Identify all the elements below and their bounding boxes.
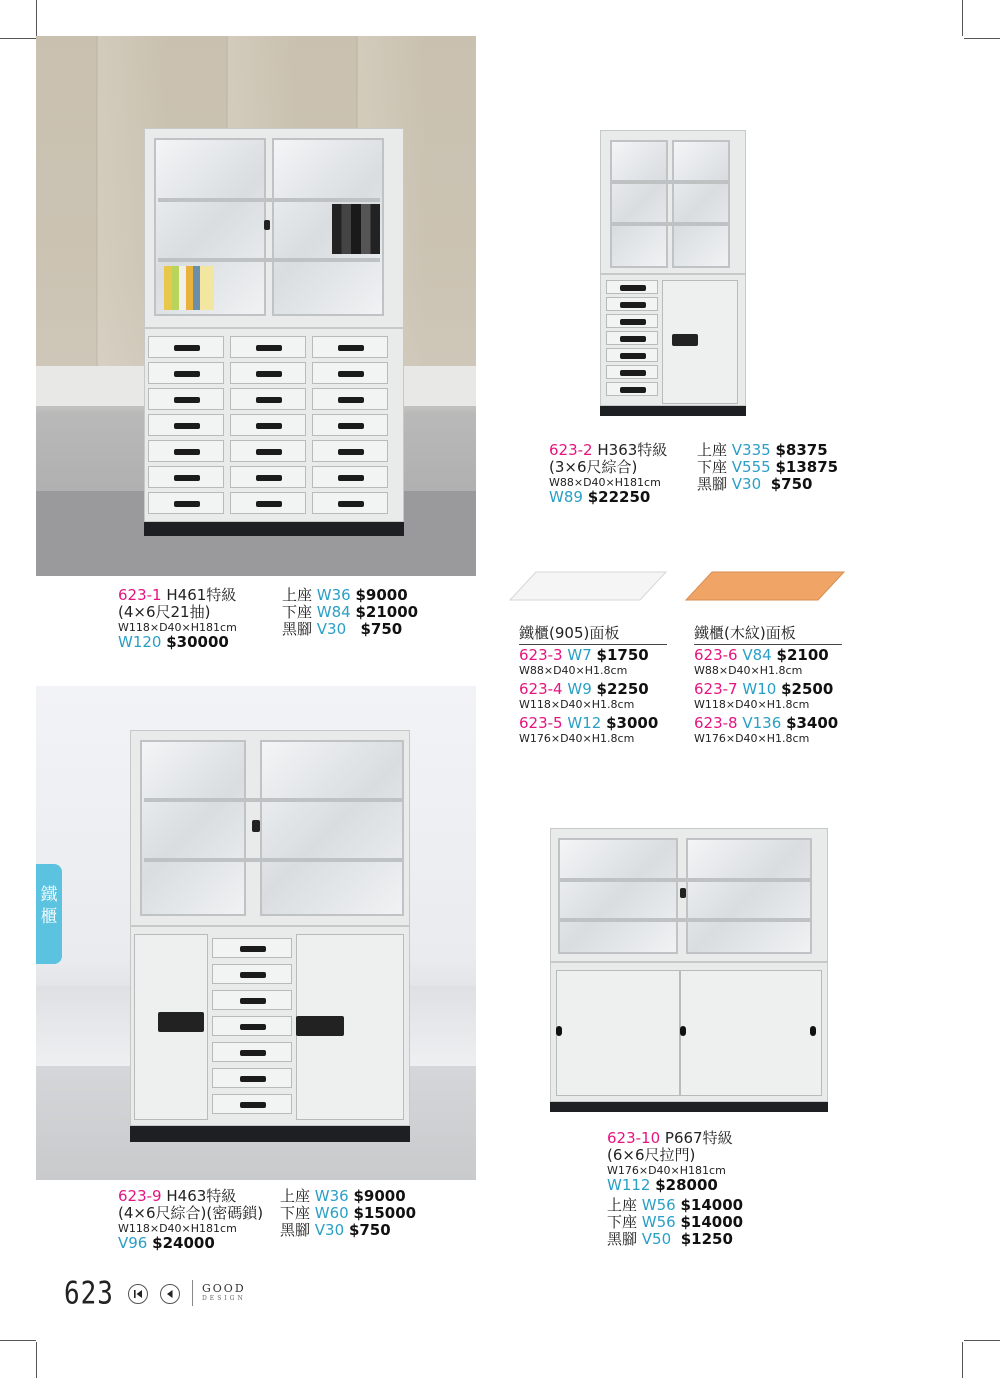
drawer <box>312 388 388 410</box>
board-vcode: W10 <box>742 680 777 698</box>
part-price: $750 <box>360 620 403 638</box>
drawer-handle <box>174 475 200 481</box>
board-code: 623-3 <box>519 646 563 664</box>
drawer <box>230 466 306 488</box>
drawer <box>606 365 658 379</box>
product-photo-623-10 <box>546 826 832 1122</box>
brand-line1: GOOD <box>202 1282 246 1295</box>
crop-mark <box>0 1340 36 1341</box>
board-dims: W118×D40×H1.8cm <box>694 698 810 711</box>
drawer-handle <box>174 501 200 507</box>
drawer <box>606 280 658 294</box>
board-vcode: V136 <box>742 714 782 732</box>
part-label: 上座 <box>607 1196 638 1214</box>
product-code: 623-10 <box>607 1129 661 1147</box>
drawer-handle <box>620 319 646 325</box>
part-code: W60 <box>314 1204 349 1222</box>
product-623-10-info <box>607 1130 787 1248</box>
product-desc: (4×6尺綜合)(密碼鎖) <box>118 1204 264 1222</box>
crop-mark <box>964 38 1000 39</box>
drawer <box>148 440 224 462</box>
page-number: 623 <box>64 1276 114 1312</box>
product-623-1-info <box>118 587 278 651</box>
crop-mark <box>962 1342 963 1378</box>
board-price: $3000 <box>606 714 659 732</box>
part-label: 下座 <box>282 603 313 621</box>
drawer-handle <box>620 370 646 376</box>
crop-mark <box>962 0 963 36</box>
divider <box>694 644 842 645</box>
drawer-handle <box>338 423 364 429</box>
part-code: V335 <box>731 441 771 459</box>
wood-board-image <box>684 570 846 602</box>
drawer <box>230 362 306 384</box>
part-price: $9000 <box>355 586 408 604</box>
product-photo-623-2 <box>596 128 752 424</box>
wood-board-info <box>694 625 842 642</box>
drawer-handle <box>256 449 282 455</box>
drawer-handle <box>240 972 266 978</box>
drawer <box>606 331 658 345</box>
drawer-handle <box>338 345 364 351</box>
board-price: $2100 <box>776 646 829 664</box>
drawer <box>312 492 388 514</box>
drawer <box>312 336 388 358</box>
drawer <box>312 414 388 436</box>
part-price: $9000 <box>353 1187 406 1205</box>
drawer-handle <box>240 998 266 1004</box>
product-desc: (6×6尺拉門) <box>607 1146 696 1164</box>
total-code: V96 <box>118 1234 148 1252</box>
drawer-handle <box>256 345 282 351</box>
part-code: V30 <box>314 1221 345 1239</box>
part-code: V555 <box>731 458 771 476</box>
board-dims: W176×D40×H1.8cm <box>519 732 635 745</box>
drawer <box>312 440 388 462</box>
drawer-handle <box>338 501 364 507</box>
part-label: 上座 <box>282 586 313 604</box>
drawer <box>230 388 306 410</box>
drawer <box>148 362 224 384</box>
part-code: V30 <box>731 475 762 493</box>
drawer-handle <box>620 336 646 342</box>
part-price: $750 <box>770 475 813 493</box>
drawer <box>212 964 292 984</box>
product-dims: W176×D40×H181cm <box>607 1164 726 1177</box>
white-board-image <box>508 570 668 602</box>
board-vcode: W9 <box>567 680 592 698</box>
divider <box>192 1280 193 1306</box>
total-price: $22250 <box>587 488 651 506</box>
drawer-handle <box>174 371 200 377</box>
drawer <box>148 414 224 436</box>
total-code: W89 <box>549 488 583 506</box>
wood-board-list <box>694 647 844 745</box>
board-dims: W176×D40×H1.8cm <box>694 732 810 745</box>
product-dims: W118×D40×H181cm <box>118 1222 237 1235</box>
drawer-handle <box>174 449 200 455</box>
drawer <box>212 938 292 958</box>
total-code: W120 <box>118 633 162 651</box>
board-code: 623-4 <box>519 680 563 698</box>
drawer <box>606 382 658 396</box>
part-code: W84 <box>316 603 351 621</box>
product-dims: W88×D40×H181cm <box>549 476 661 489</box>
part-label: 下座 <box>607 1213 638 1231</box>
board-vcode: V84 <box>742 646 772 664</box>
product-desc: (4×6尺21抽) <box>118 603 211 621</box>
drawer-handle <box>338 475 364 481</box>
product-model: H463特級 <box>166 1187 237 1205</box>
crop-mark <box>964 1340 1000 1341</box>
prev-page-button[interactable] <box>160 1284 180 1304</box>
drawer-handle <box>338 449 364 455</box>
total-code: W112 <box>607 1176 651 1194</box>
steel-board-info <box>519 625 667 642</box>
product-623-1-parts <box>282 587 432 638</box>
drawer-handle <box>620 302 646 308</box>
drawer <box>212 990 292 1010</box>
drawer-handle <box>240 1024 266 1030</box>
drawer-handle <box>256 397 282 403</box>
part-label: 下座 <box>280 1204 311 1222</box>
crop-mark <box>36 1342 37 1378</box>
product-623-9-parts <box>280 1188 430 1239</box>
part-code: W36 <box>316 586 351 604</box>
part-price: $15000 <box>353 1204 417 1222</box>
product-photo-623-9 <box>36 686 476 1180</box>
drawer-handle <box>338 371 364 377</box>
part-price: $21000 <box>355 603 419 621</box>
drawer <box>212 1016 292 1036</box>
board-vcode: W12 <box>567 714 602 732</box>
product-code: 623-9 <box>118 1187 162 1205</box>
drawer <box>606 348 658 362</box>
drawer <box>230 440 306 462</box>
product-623-9-info <box>118 1188 288 1252</box>
part-label: 黑腳 <box>607 1230 638 1248</box>
drawer <box>212 1094 292 1114</box>
drawer <box>148 466 224 488</box>
prev-page-icon <box>161 1285 179 1303</box>
part-price: $14000 <box>680 1196 744 1214</box>
drawer-handle <box>620 353 646 359</box>
board-code: 623-7 <box>694 680 738 698</box>
brand-line2: DESIGN <box>202 1295 246 1302</box>
part-price: $14000 <box>680 1213 744 1231</box>
product-photo-623-1 <box>36 36 476 576</box>
part-label: 黑腳 <box>282 620 313 638</box>
product-model: P667特級 <box>664 1129 733 1147</box>
drawer-handle <box>240 1102 266 1108</box>
category-tab[interactable]: 鐵櫃 <box>36 864 62 964</box>
part-code: V30 <box>316 620 347 638</box>
drawer <box>312 466 388 488</box>
drawer <box>312 362 388 384</box>
board-title: 鐵櫃(木紋)面板 <box>694 624 796 642</box>
board-vcode: W7 <box>567 646 592 664</box>
divider <box>519 644 667 645</box>
board-title: 鐵櫃(905)面板 <box>519 624 620 642</box>
drawer <box>230 414 306 436</box>
board-price: $2500 <box>781 680 834 698</box>
drawer-handle <box>256 423 282 429</box>
board-code: 623-6 <box>694 646 738 664</box>
product-code: 623-2 <box>549 441 593 459</box>
drawer-handle <box>338 397 364 403</box>
steel-board-list <box>519 647 669 745</box>
product-code: 623-1 <box>118 586 162 604</box>
first-page-icon <box>129 1285 147 1303</box>
drawer-handle <box>256 371 282 377</box>
part-label: 黑腳 <box>697 475 728 493</box>
crop-mark <box>36 0 37 36</box>
total-price: $24000 <box>152 1234 215 1252</box>
part-label: 黑腳 <box>280 1221 311 1239</box>
first-page-button[interactable] <box>128 1284 148 1304</box>
part-code: W36 <box>314 1187 349 1205</box>
drawer <box>148 492 224 514</box>
board-dims: W88×D40×H1.8cm <box>694 664 803 677</box>
part-code: W56 <box>641 1196 676 1214</box>
part-price: $8375 <box>775 441 828 459</box>
drawer <box>212 1068 292 1088</box>
product-model: H363特級 <box>597 441 668 459</box>
product-623-2-info <box>549 442 699 506</box>
drawer-handle <box>256 475 282 481</box>
board-code: 623-5 <box>519 714 563 732</box>
board-dims: W88×D40×H1.8cm <box>519 664 628 677</box>
board-code: 623-8 <box>694 714 738 732</box>
part-code: V50 <box>641 1230 672 1248</box>
total-price: $28000 <box>655 1176 718 1194</box>
part-label: 上座 <box>280 1187 311 1205</box>
crop-mark <box>0 38 36 39</box>
drawer <box>212 1042 292 1062</box>
board-price: $3400 <box>786 714 839 732</box>
part-price: $750 <box>348 1221 391 1239</box>
part-price: $1250 <box>680 1230 733 1248</box>
drawer <box>148 388 224 410</box>
brand-logo <box>202 1283 246 1303</box>
total-price: $30000 <box>166 633 229 651</box>
drawer-handle <box>174 345 200 351</box>
product-model: H461特級 <box>166 586 237 604</box>
product-dims: W118×D40×H181cm <box>118 621 237 634</box>
product-623-2-parts <box>697 442 847 493</box>
drawer <box>606 314 658 328</box>
part-price: $13875 <box>775 458 839 476</box>
part-code: W56 <box>641 1213 676 1231</box>
drawer <box>230 492 306 514</box>
part-label: 下座 <box>697 458 728 476</box>
board-price: $2250 <box>596 680 649 698</box>
board-dims: W118×D40×H1.8cm <box>519 698 635 711</box>
drawer-handle <box>240 1076 266 1082</box>
drawer <box>148 336 224 358</box>
drawer-handle <box>256 501 282 507</box>
drawer <box>606 297 658 311</box>
drawer-handle <box>620 387 646 393</box>
product-desc: (3×6尺綜合) <box>549 458 638 476</box>
drawer-handle <box>240 946 266 952</box>
drawer <box>230 336 306 358</box>
drawer-handle <box>620 285 646 291</box>
drawer-handle <box>174 423 200 429</box>
drawer-handle <box>240 1050 266 1056</box>
part-label: 上座 <box>697 441 728 459</box>
board-price: $1750 <box>596 646 649 664</box>
drawer-handle <box>174 397 200 403</box>
